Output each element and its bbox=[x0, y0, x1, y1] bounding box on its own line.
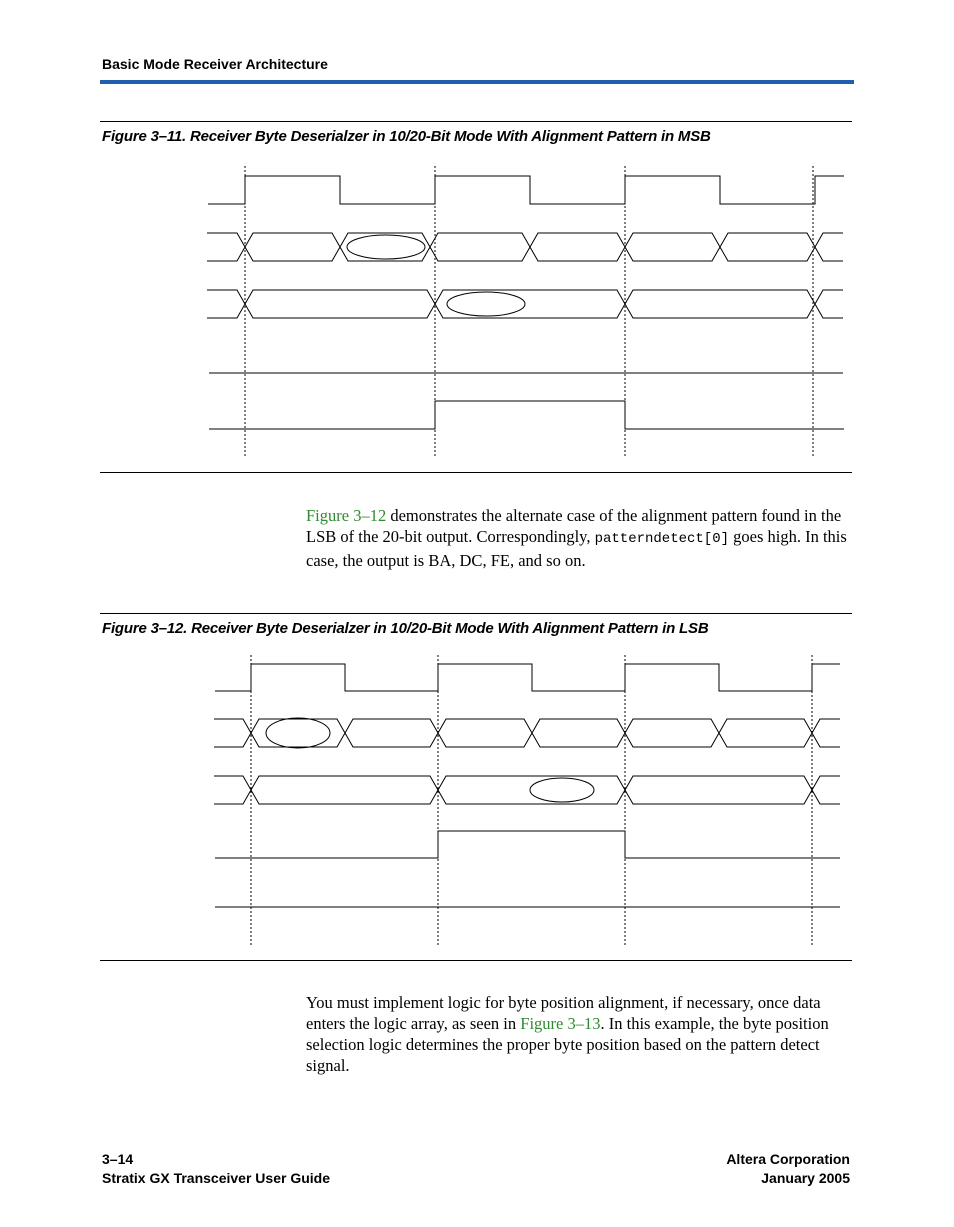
alignment-pattern-marker-2 bbox=[447, 292, 525, 316]
data-out-bus bbox=[214, 776, 840, 804]
footer-right bbox=[726, 1150, 850, 1188]
header-rule bbox=[100, 80, 854, 84]
alignment-pattern-marker-1 bbox=[266, 718, 330, 748]
clock-waveform bbox=[208, 176, 844, 204]
figure-bottom-rule bbox=[100, 472, 852, 473]
patterndetect-code: patterndetect[0] bbox=[594, 531, 730, 547]
figure-bottom-rule-2 bbox=[100, 960, 852, 961]
data-in-bus bbox=[214, 719, 840, 747]
publication-date: January 2005 bbox=[761, 1170, 850, 1186]
patterndetect-0-waveform bbox=[215, 831, 840, 858]
figure-3-11-caption: Figure 3–11. Receiver Byte Deserialzer in 10/20-Bit Mode With Alignment Pattern in MSB bbox=[102, 128, 711, 145]
company-name: Altera Corporation bbox=[726, 1151, 850, 1167]
clock-waveform bbox=[215, 664, 840, 691]
figure-3-11-timing-diagram bbox=[0, 160, 954, 465]
footer-left bbox=[102, 1150, 330, 1188]
figure-top-rule-2 bbox=[100, 613, 852, 614]
guide-title: Stratix GX Transceiver User Guide bbox=[102, 1170, 330, 1186]
alignment-pattern-marker-1 bbox=[347, 235, 425, 259]
page-number: 3–14 bbox=[102, 1151, 134, 1167]
figure-3-12-caption: Figure 3–12. Receiver Byte Deserialzer in 10/20-Bit Mode With Alignment Pattern in LSB bbox=[102, 620, 709, 637]
paragraph-figure-3-12-intro: Figure 3–12 demonstrates the alternate case of the alignment pattern found in the LSB of the 20-bit output. Correspondingly, patterndetect[0] goes high. In this case, the output is BA, DC, FE, and so on. bbox=[306, 506, 847, 570]
alignment-pattern-marker-2 bbox=[530, 778, 594, 802]
patterndetect-0-waveform bbox=[209, 401, 844, 429]
paragraph-byte-alignment: You must implement logic for byte position alignment, if necessary, once data enters the logic array, as seen in Figure 3–13. In this example, the byte position selection logic determines the proper byte position based on the pattern detect signal. bbox=[306, 993, 829, 1075]
data-in-bus bbox=[207, 233, 843, 261]
figure-3-12-timing-diagram bbox=[0, 650, 954, 950]
figure-3-12-link[interactable]: Figure 3–12 bbox=[306, 506, 387, 525]
running-header-title: Basic Mode Receiver Architecture bbox=[102, 56, 328, 72]
figure-top-rule bbox=[100, 121, 852, 122]
figure-3-13-link[interactable]: Figure 3–13 bbox=[520, 1014, 601, 1033]
